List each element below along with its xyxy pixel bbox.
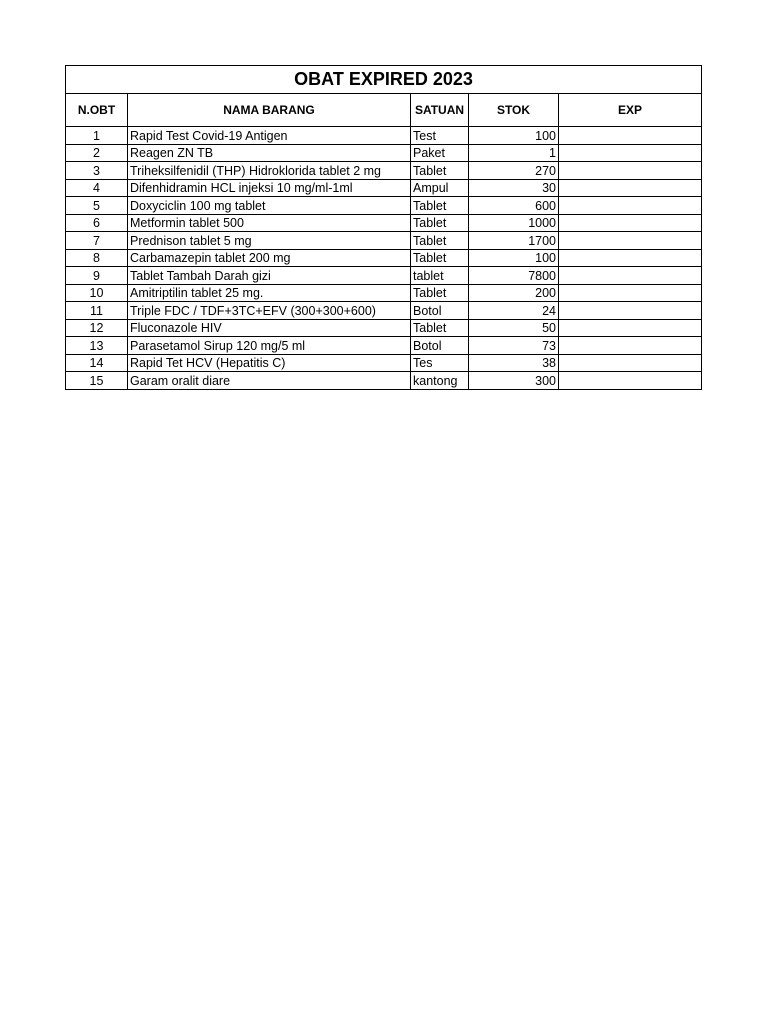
table-row [66, 249, 702, 267]
cell-no: 13 [66, 337, 128, 355]
table-row [66, 337, 702, 355]
cell-nama-barang: Triheksilfenidil (THP) Hidroklorida tablet 2 mg [128, 162, 411, 180]
cell-nama-barang: Fluconazole HIV [128, 319, 411, 337]
expired-drugs-table [65, 65, 702, 390]
cell-exp [559, 354, 702, 372]
table-row [66, 162, 702, 180]
cell-no: 14 [66, 354, 128, 372]
cell-satuan: Tablet [411, 284, 469, 302]
header-no: N.OBT [66, 94, 128, 127]
cell-satuan: Tablet [411, 319, 469, 337]
cell-satuan: Botol [411, 337, 469, 355]
cell-no: 11 [66, 302, 128, 320]
cell-stok: 300 [469, 372, 559, 390]
cell-exp [559, 372, 702, 390]
cell-stok: 100 [469, 249, 559, 267]
cell-nama-barang: Prednison tablet 5 mg [128, 232, 411, 250]
table-row [66, 197, 702, 215]
cell-no: 7 [66, 232, 128, 250]
header-nama-barang: NAMA BARANG [128, 94, 411, 127]
cell-nama-barang: Rapid Test Covid-19 Antigen [128, 127, 411, 145]
cell-stok: 73 [469, 337, 559, 355]
header-exp: EXP [559, 94, 702, 127]
cell-stok: 38 [469, 354, 559, 372]
cell-exp [559, 337, 702, 355]
header-stok: STOK [469, 94, 559, 127]
cell-stok: 270 [469, 162, 559, 180]
cell-exp [559, 144, 702, 162]
cell-no: 5 [66, 197, 128, 215]
cell-stok: 200 [469, 284, 559, 302]
cell-stok: 600 [469, 197, 559, 215]
cell-satuan: Tablet [411, 214, 469, 232]
table-row [66, 214, 702, 232]
cell-satuan: Paket [411, 144, 469, 162]
cell-exp [559, 127, 702, 145]
cell-no: 4 [66, 179, 128, 197]
cell-stok: 100 [469, 127, 559, 145]
cell-exp [559, 249, 702, 267]
cell-satuan: kantong [411, 372, 469, 390]
cell-stok: 50 [469, 319, 559, 337]
cell-no: 6 [66, 214, 128, 232]
cell-satuan: Tes [411, 354, 469, 372]
cell-exp [559, 197, 702, 215]
cell-exp [559, 284, 702, 302]
cell-no: 2 [66, 144, 128, 162]
cell-no: 3 [66, 162, 128, 180]
table-body [66, 127, 702, 390]
table-row [66, 354, 702, 372]
cell-exp [559, 162, 702, 180]
cell-no: 9 [66, 267, 128, 285]
cell-satuan: Test [411, 127, 469, 145]
cell-stok: 24 [469, 302, 559, 320]
cell-no: 1 [66, 127, 128, 145]
cell-satuan: Tablet [411, 162, 469, 180]
cell-exp [559, 267, 702, 285]
cell-satuan: Tablet [411, 249, 469, 267]
table-row [66, 372, 702, 390]
cell-stok: 30 [469, 179, 559, 197]
cell-nama-barang: Amitriptilin tablet 25 mg. [128, 284, 411, 302]
table-row [66, 127, 702, 145]
expired-drugs-sheet [65, 65, 701, 390]
table-row [66, 302, 702, 320]
cell-nama-barang: Rapid Tet HCV (Hepatitis C) [128, 354, 411, 372]
cell-exp [559, 179, 702, 197]
cell-nama-barang: Metformin tablet 500 [128, 214, 411, 232]
cell-satuan: Tablet [411, 232, 469, 250]
cell-nama-barang: Carbamazepin tablet 200 mg [128, 249, 411, 267]
table-row [66, 144, 702, 162]
cell-stok: 1700 [469, 232, 559, 250]
cell-nama-barang: Parasetamol Sirup 120 mg/5 ml [128, 337, 411, 355]
cell-nama-barang: Difenhidramin HCL injeksi 10 mg/ml-1ml [128, 179, 411, 197]
cell-nama-barang: Doxyciclin 100 mg tablet [128, 197, 411, 215]
header-satuan: SATUAN [411, 94, 469, 127]
cell-no: 15 [66, 372, 128, 390]
table-row [66, 232, 702, 250]
cell-exp [559, 319, 702, 337]
cell-satuan: Botol [411, 302, 469, 320]
table-row [66, 179, 702, 197]
cell-exp [559, 302, 702, 320]
cell-satuan: tablet [411, 267, 469, 285]
cell-no: 12 [66, 319, 128, 337]
table-row [66, 284, 702, 302]
cell-exp [559, 214, 702, 232]
header-row [66, 94, 702, 127]
cell-nama-barang: Triple FDC / TDF+3TC+EFV (300+300+600) [128, 302, 411, 320]
cell-stok: 7800 [469, 267, 559, 285]
cell-no: 10 [66, 284, 128, 302]
cell-exp [559, 232, 702, 250]
table-row [66, 267, 702, 285]
table-row [66, 319, 702, 337]
table-title: OBAT EXPIRED 2023 [66, 66, 702, 94]
cell-nama-barang: Garam oralit diare [128, 372, 411, 390]
cell-satuan: Ampul [411, 179, 469, 197]
cell-nama-barang: Reagen ZN TB [128, 144, 411, 162]
cell-stok: 1000 [469, 214, 559, 232]
cell-stok: 1 [469, 144, 559, 162]
cell-no: 8 [66, 249, 128, 267]
cell-satuan: Tablet [411, 197, 469, 215]
cell-nama-barang: Tablet Tambah Darah gizi [128, 267, 411, 285]
